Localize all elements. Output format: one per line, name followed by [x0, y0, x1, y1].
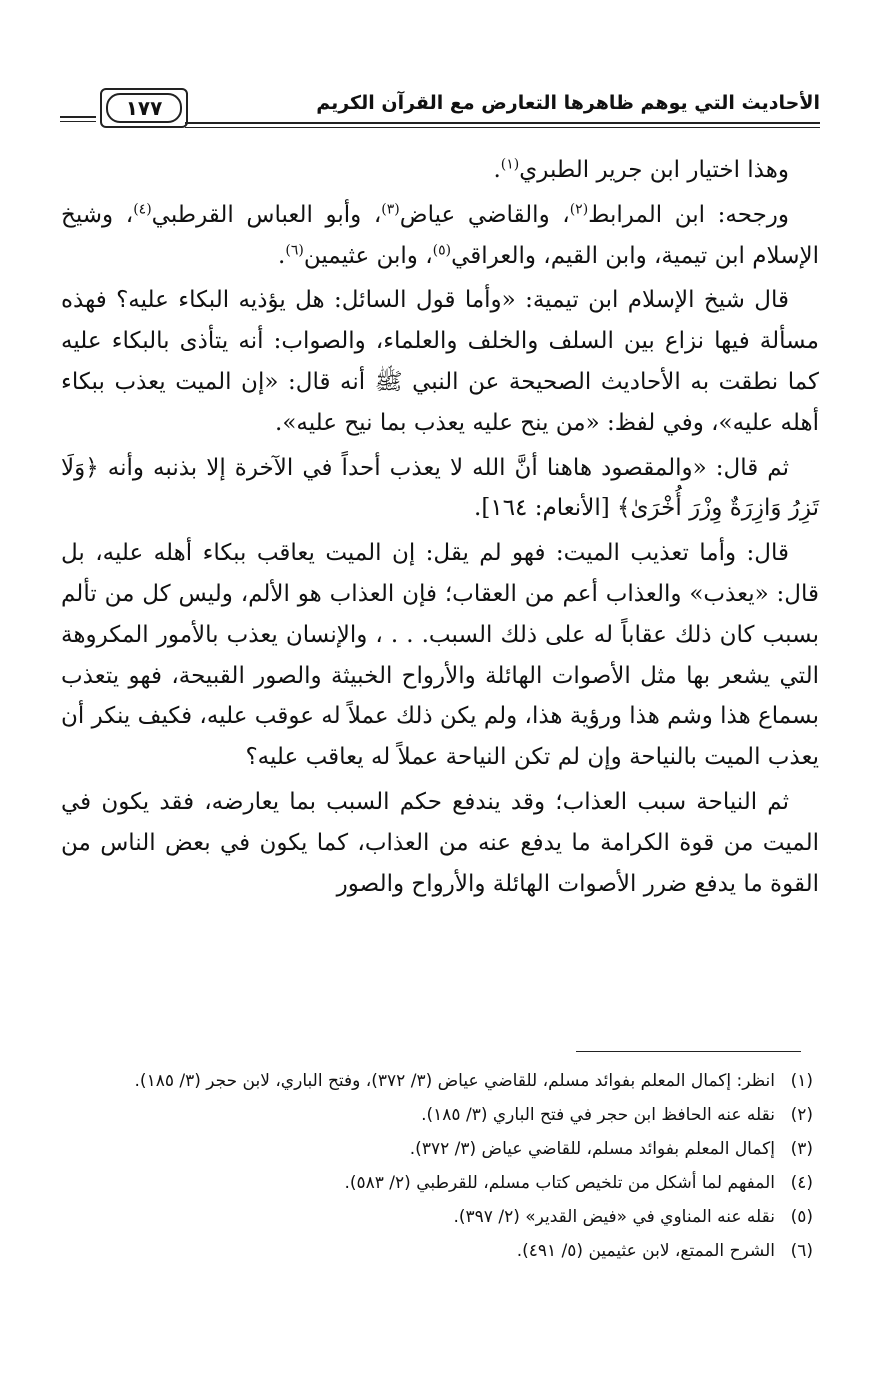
- text-run: وهذا اختيار ابن جرير الطبري: [519, 157, 789, 183]
- paragraph: [61, 533, 819, 778]
- paragraph: [61, 280, 819, 443]
- footnote-text: نقله عنه الحافظ ابن حجر في فتح الباري (٣/ ١٨٥).: [421, 1105, 775, 1125]
- text-run: ، والقاضي عياض: [399, 201, 570, 228]
- footnote-text: الشرح الممتع، لابن عثيمين (٥/ ٤٩١).: [516, 1241, 775, 1261]
- footnote-text: نقله عنه المناوي في «فيض القدير» (٢/ ٣٩٧).: [453, 1207, 775, 1227]
- header-rule-right: [185, 122, 820, 128]
- text-run: .: [493, 157, 501, 183]
- text-run: ورجحه: ابن المرابط: [588, 201, 790, 228]
- footnote-item: [73, 1064, 813, 1098]
- footnote-number: (٢): [790, 1105, 813, 1125]
- text-run: ثم قال: «والمقصود هاهنا أنَّ الله لا يعذب أحداً في الآخرة إلا بذنبه وأنه ﴿وَلَا تَزِرُ وَازِرَةٌ وِزْرَ أُخْرَىٰ﴾ [الأنعام: ١٦٤].: [61, 454, 819, 522]
- paragraph: [61, 195, 819, 277]
- footnote-item: [73, 1166, 813, 1200]
- footnote-item: [73, 1200, 813, 1234]
- footnote-reference: (٥): [432, 241, 452, 258]
- footnotes: [73, 1064, 813, 1268]
- main-text: [61, 150, 819, 908]
- footnote-number: (٦): [790, 1241, 813, 1261]
- footnote-reference: (٢): [569, 201, 589, 218]
- footnote-item: [73, 1098, 813, 1132]
- page-number-frame: [100, 88, 188, 128]
- footnote-separator: [576, 1051, 801, 1052]
- footnote-number: (١): [790, 1071, 813, 1091]
- text-run: ، وشيخ الإسلام ابن تيمية، وابن القيم، والعراقي: [61, 201, 819, 269]
- header-rule-left: [60, 116, 96, 122]
- footnote-text: إكمال المعلم بفوائد مسلم، للقاضي عياض (٣/ ٣٧٢).: [409, 1139, 775, 1159]
- paragraph: [61, 448, 819, 530]
- paragraph: [61, 782, 819, 904]
- footnote-number: (٥): [790, 1207, 813, 1227]
- footnote-text: المفهم لما أشكل من تلخيص كتاب مسلم، للقرطبي (٢/ ٥٨٣).: [344, 1173, 775, 1193]
- running-header: [60, 86, 820, 134]
- paragraph: [61, 150, 819, 191]
- footnote-reference: (٦): [285, 241, 304, 258]
- footnote-item: [73, 1132, 813, 1166]
- footnote-item: [73, 1234, 813, 1268]
- text-run: ، وابن عثيمين: [303, 242, 433, 269]
- footnote-text: انظر: إكمال المعلم بفوائد مسلم، للقاضي عياض (٣/ ٣٧٢)، وفتح الباري، لابن حجر (٣/ ١٨٥).: [134, 1071, 775, 1091]
- text-run: قال: وأما تعذيب الميت: فهو لم يقل: إن الميت يعاقب ببكاء أهله عليه، بل قال: «يعذب» والعذاب أعم من العقاب؛ فإن العذاب هو الألم، وليس كل من تألم بسبب كان ذلك عقاباً له على ذلك السبب. . . ، والإنسان يعذب بالأمور المكروهة التي يشعر بها مثل الأصوات الهائلة والأرواح الخبيثة والصور القبيحة، فهو يتعذب بسماع هذا وشم هذا ورؤية هذا، ولم يكن ذلك عملاً له عوقب عليه، فكيف ينكر أن يعذب الميت بالنياحة وإن لم تكن النياحة عملاً له يعاقب عليه؟: [61, 540, 819, 771]
- text-run: ، وأبو العباس القرطبي: [151, 201, 382, 228]
- footnote-number: (٣): [790, 1139, 813, 1159]
- text-run: قال شيخ الإسلام ابن تيمية: «وأما قول السائل: هل يؤذيه البكاء عليه؟ فهذه مسألة فيها نزاع بين السلف والخلف والعلماء، والصواب: أنه يتأذى بالبكاء عليه كما نطقت به الأحاديث الصحيحة عن النبي ﷺ أنه قال: «إن الميت يعذب ببكاء أهله عليه»، وفي لفظ: «من ينح عليه يعذب بما نيح عليه».: [61, 287, 819, 436]
- footnote-number: (٤): [790, 1173, 813, 1193]
- footnote-reference: (١): [500, 156, 520, 173]
- page-number: ١٧٧: [106, 93, 182, 123]
- footnote-reference: (٣): [381, 201, 400, 218]
- footnote-reference: (٤): [133, 201, 152, 218]
- text-run: ثم النياحة سبب العذاب؛ وقد يندفع حكم السبب بما يعارضه، فقد يكون في الميت من قوة الكرامة ما يدفع عنه من العذاب، كما يكون في بعض الناس من القوة ما يدفع ضرر الأصوات الهائلة والأرواح والصور: [61, 788, 819, 897]
- text-run: .: [278, 242, 286, 269]
- book-title: الأحاديث التي يوهم ظاهرها التعارض مع القرآن الكريم: [316, 92, 820, 114]
